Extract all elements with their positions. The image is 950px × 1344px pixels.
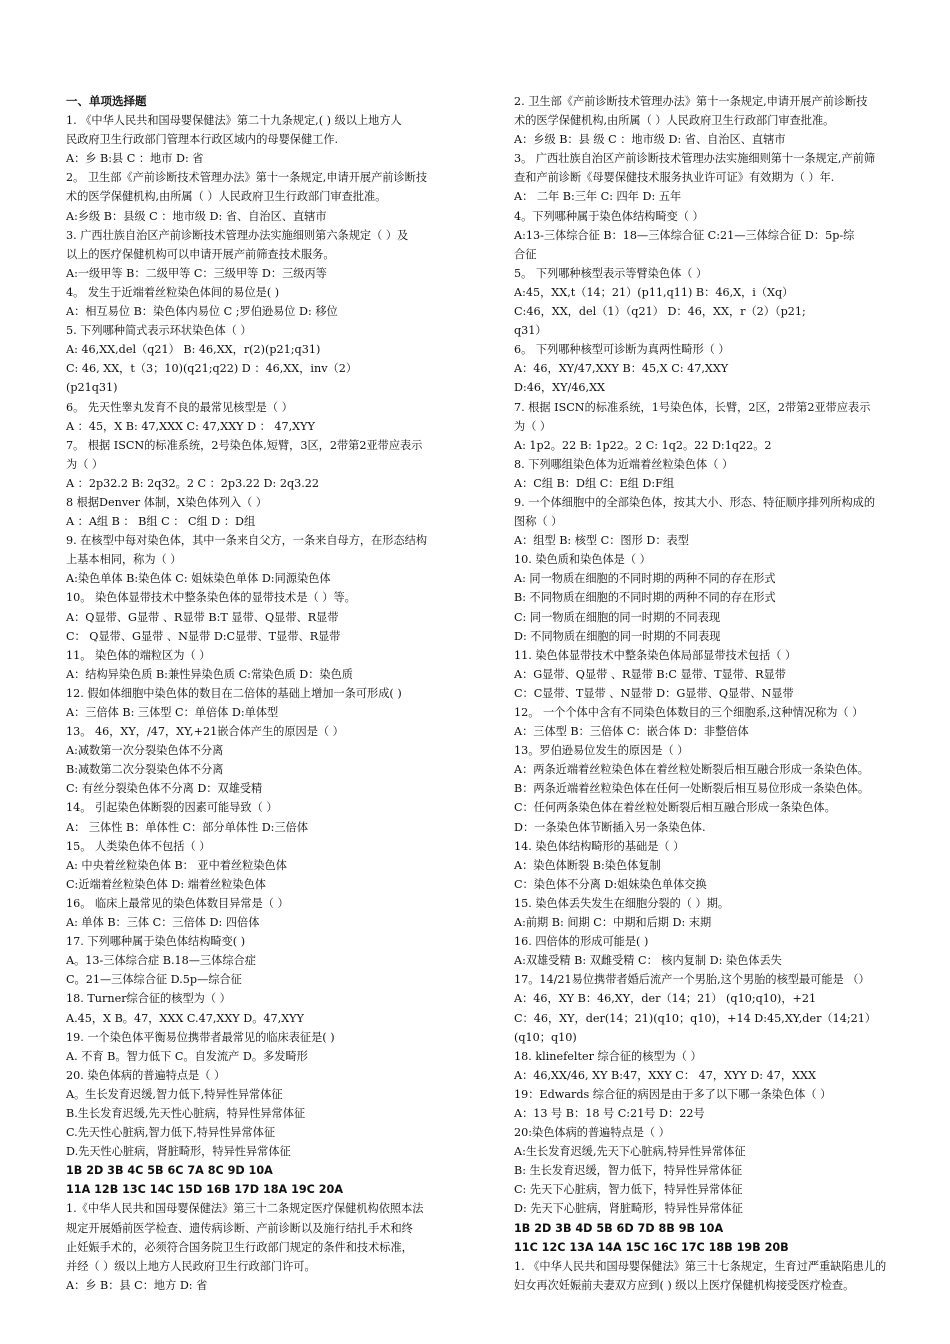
text-line: (p21q31) <box>66 381 118 395</box>
section-heading: 一、单项选择题 <box>66 94 147 108</box>
text-line: 4。 发生于近端着丝粒染色体间的易位是( ) <box>66 285 280 299</box>
text-line: 术的医学保健机构,由所属（ ）人民政府卫生行政部门审查批准。 <box>514 114 835 128</box>
text-line: 7. 根据 ISCN的标准系统，1号染色体，长臂，2区，2带第2亚带应表示 <box>514 400 871 414</box>
text-line: C: 46, XX，t（3；10)(q21;q22) D ：46,XX，inv（2） <box>66 362 358 376</box>
text-line: A：乡 B：县 C：地方 D: 省 <box>66 1278 208 1292</box>
text-line: (q10；q10) <box>514 1030 577 1044</box>
text-line: A:染色单体 B:染色体 C: 姐妹染色单体 D:同源染色体 <box>66 572 331 586</box>
text-line: 术的医学保健机构,由所属（ ）人民政府卫生行政部门审查批准。 <box>66 190 387 204</box>
text-line: C: 同一物质在细胞的同一时期的不同表现 <box>514 610 721 624</box>
text-line: A：G显带、Q显带 、R显带 B:C 显带、T显带、R显带 <box>514 667 786 681</box>
text-line: 18. Turner综合征的核型为（ ） <box>66 992 231 1006</box>
text-line: 5。 下列哪种核型表示等臂染色体（ ） <box>514 266 708 280</box>
text-line: C：46，XY，der(14；21)(q10；q10)，+14 D:45,XY,der（14;21） <box>514 1011 877 1025</box>
text-line: B:减数第二次分裂染色体不分离 <box>66 763 224 777</box>
text-line: 4。下列哪种属于染色体结构畸变（ ） <box>514 209 704 223</box>
text-line: C：任何两条染色体在着丝粒处断裂后相互融合形成一条染色体。 <box>514 801 836 815</box>
text-line: 13。罗伯逊易位发生的原因是（ ） <box>514 744 689 758</box>
right-column <box>514 92 908 1295</box>
text-line: A：组型 B: 核型 C：图形 D：表型 <box>514 534 689 548</box>
text-line: 15。 人类染色体不包括（ ） <box>66 839 211 853</box>
text-line: 8. 下列哪组染色体为近端着丝粒染色体（ ） <box>514 457 734 471</box>
answer-key-line: 1B 2D 3B 4C 5B 6C 7A 8C 9D 10A <box>66 1164 273 1178</box>
text-line: C：C显带、T显带 、N显带 D：G显带、Q显带、N显带 <box>514 686 794 700</box>
text-line: 12. 假如体细胞中染色体的数目在二倍体的基础上增加一条可形成( ) <box>66 686 402 700</box>
text-line: 14。 引起染色体断裂的因素可能导致（ ） <box>66 801 278 815</box>
text-line: D：一条染色体节断插入另一条染色体. <box>514 820 706 834</box>
text-line: D: 先天下心脏病，肾脏畸形，特异性异常体征 <box>514 1202 743 1216</box>
text-line: C: 有丝分裂染色体不分离 D：双雄受精 <box>66 782 263 796</box>
text-line: 6。 先天性睾丸发育不良的最常见核型是（ ） <box>66 400 293 414</box>
text-line: A:13-三体综合征 B：18—三体综合征 C:21—三体综合征 D：5p-综 <box>514 228 855 242</box>
text-line: A：46，XY/47,XXY B：45,X C: 47,XXY <box>514 362 729 376</box>
text-line: A： 二年 B:三年 C: 四年 D: 五年 <box>514 190 682 204</box>
text-line: A： 三体性 B：单体性 C：部分单体性 D:三倍体 <box>66 820 309 834</box>
text-line: 9. 在核型中每对染色体，其中一条来自父方，一条来自母方，在形态结构 <box>66 534 428 548</box>
text-line: A：乡 B:县 C ：地市 D: 省 <box>66 152 204 166</box>
text-line: 7。 根据 ISCN的标准系统，2号染色体,短臂，3区，2带第2亚带应表示 <box>66 438 423 452</box>
text-line: B: 生长发育迟缓，智力低下，特异性异常体征 <box>514 1164 743 1178</box>
text-line: A.45，X B。47，XXX C.47,XXY D。47,XYY <box>66 1011 304 1025</box>
text-line: 10. 染色质和染色体是（ ） <box>514 553 651 567</box>
text-line: A: 46,XX,del（q21） B: 46,XX，r(2)(p21;q31) <box>66 343 321 357</box>
text-line: A：结构异染色质 B:兼性异染色质 C:常染色质 D：染色质 <box>66 667 353 681</box>
text-line: A。13-三体综合症 B.18—三体综合症 <box>66 954 256 968</box>
text-line: C:46，XX，del（1）（q21） D：46，XX，r（2）（p21; <box>514 305 806 319</box>
text-line: 13。 46，XY，/47，XY,+21嵌合体产生的原因是（ ） <box>66 725 344 739</box>
text-line: A：Q显带、G显带 、R显带 B:T 显带、Q显带、R显带 <box>66 610 339 624</box>
text-line: 止妊娠手术的，必须符合国务院卫生行政部门规定的条件和技术标准， <box>66 1240 413 1254</box>
text-line: D.先天性心脏病，肾脏畸形，特异性异常体征 <box>66 1145 291 1159</box>
text-line: 11。 染色体的端粒区为（ ） <box>66 648 211 662</box>
text-line: B: 不同物质在细胞的不同时期的两种不同的存在形式 <box>514 591 776 605</box>
text-line: 图称（ ） <box>514 515 563 529</box>
text-line: 1.《中华人民共和国母婴保健法》第三十二条规定医疗保健机构依照本法 <box>66 1202 424 1216</box>
text-line: 20. 染色体病的普遍特点是（ ） <box>66 1068 226 1082</box>
text-line: A：三体型 B：三倍体 C：嵌合体 D：非整倍体 <box>514 725 749 739</box>
text-line: 3。 广西壮族自治区产前诊断技术管理办法实施细则第十一条规定,产前筛 <box>514 152 876 166</box>
text-line: A：乡级 B：县 级 C ：地市级 D: 省、自治区、直辖市 <box>514 133 786 147</box>
text-line: A ：45，X B: 47,XXX C: 47,XXY D ： 47,XYY <box>66 419 315 433</box>
text-line: C.先天性心脏病,智力低下,特异性异常体征 <box>66 1126 276 1140</box>
text-line: 1. 《中华人民共和国母婴保健法》第三十七条规定，生育过严重缺陷患儿的 <box>514 1259 887 1273</box>
text-line: B.生长发育迟缓,先天性心脏病，特异性异常体征 <box>66 1106 306 1120</box>
text-line: A: 中央着丝粒染色体 B： 亚中着丝粒染色体 <box>66 858 287 872</box>
text-line: A。生长发育迟缓,智力低下,特异性异常体征 <box>66 1087 283 1101</box>
text-line: 20:染色体病的普遍特点是（ ） <box>514 1126 670 1140</box>
text-line: A:乡级 B：县级 C ：地市级 D: 省、自治区、直辖市 <box>66 209 327 223</box>
text-line: B：两条近端着丝粒染色体在任何一处断裂后相互易位形成一条染色体。 <box>514 782 870 796</box>
text-line: 以上的医疗保健机构可以申请开展产前筛查技术服务。 <box>66 247 335 261</box>
text-line: D:46，XY/46,XX <box>514 381 606 395</box>
text-line: 8 根据Denver 体制，X染色体列入（ ） <box>66 495 268 509</box>
text-line: C：染色体不分离 D:姐妹染色单体交换 <box>514 877 707 891</box>
text-line: A：三倍体 B: 三体型 C：单倍体 D:单体型 <box>66 706 279 719</box>
text-line: A. 不育 B。智力低下 C。自发流产 D。多发畸形 <box>66 1049 308 1063</box>
text-line: 1. 《中华人民共和国母婴保健法》第二十九条规定,( ) 级以上地方人 <box>66 114 402 128</box>
text-line: A：13 号 B：18 号 C:21号 D：22号 <box>514 1106 705 1120</box>
text-line: 查和产前诊断《母婴保健技术服务执业许可证》有效期为（ ）年. <box>514 171 835 185</box>
answer-key-line: 1B 2D 3B 4D 5B 6D 7D 8B 9B 10A <box>514 1221 724 1235</box>
text-line: 2. 卫生部《产前诊断技术管理办法》第十一条规定,申请开展产前诊断技 <box>514 95 868 108</box>
text-line: 5. 下列哪种简式表示环状染色体（ ） <box>66 324 252 338</box>
text-line: 规定开展婚前医学检查、遗传病诊断、产前诊断以及施行结扎手术和终 <box>66 1221 413 1235</box>
text-line: C： Q显带、G显带 、N显带 D:C显带、T显带、R显带 <box>66 629 341 643</box>
text-line: 19：Edwards 综合征的病因是由于多了以下哪一条染色体（ ） <box>514 1087 832 1101</box>
text-line: A：46,XX/46, XY B:47，XXY C： 47，XYY D: 47，XXX <box>514 1068 816 1082</box>
text-line: 上基本相同，称为（ ） <box>66 553 182 567</box>
text-line: 17. 下列哪种属于染色体结构畸变( ) <box>66 935 246 949</box>
text-line: A ：2p32.2 B: 2q32。2 C ：2p3.22 D: 2q3.22 <box>66 476 320 490</box>
text-line: 17。14/21易位携带者婚后流产一个男胎,这个男胎的核型最可能是 （） <box>514 973 870 987</box>
text-line: A ：A组 B ： B组 C ： C组 D ：D组 <box>66 515 256 529</box>
text-line: 18. klinefelter 综合征的核型为（ ） <box>514 1049 702 1063</box>
text-line: A:前期 B: 间期 C：中期和后期 D: 末期 <box>514 916 712 930</box>
text-line: C: 先天下心脏病，智力低下，特异性异常体征 <box>514 1183 743 1197</box>
text-line: A:一级甲等 B：二级甲等 C：三级甲等 D：三级丙等 <box>66 266 327 280</box>
text-line: A: 1p2。22 B: 1p22。2 C: 1q2。22 D:1q22。2 <box>514 438 772 452</box>
text-line: A:双雄受精 B: 双雌受精 C： 核内复制 D: 染色体丢失 <box>514 954 782 968</box>
text-line: 11. 染色体显带技术中整条染色体局部显带技术包括（ ） <box>514 648 797 662</box>
text-line: 并经（ ）级以上地方人民政府卫生行政部门许可。 <box>66 1259 316 1273</box>
text-line: 14. 染色体结构畸形的基础是（ ） <box>514 839 685 853</box>
answer-key-line: 11C 12C 13A 14A 15C 16C 17C 18B 19B 20B <box>514 1240 789 1254</box>
text-line: A：相互易位 B：染色体内易位 C ;罗伯逊易位 D: 移位 <box>66 305 338 319</box>
text-line: 民政府卫生行政部门管理本行政区域内的母婴保健工作. <box>66 133 339 147</box>
text-line: 19. 一个染色体平衡易位携带者最常见的临床表征是( ) <box>66 1030 335 1044</box>
text-line: A：C组 B：D组 C：E组 D:F组 <box>514 476 675 490</box>
text-line: 10。 染色体显带技术中整条染色体的显带技术是（ ）等。 <box>66 591 356 605</box>
text-line: 15. 染色体丢失发生在细胞分裂的（ ）期。 <box>514 896 730 910</box>
text-line: 妇女再次妊娠前夫妻双方应到( ) 级以上医疗保健机构接受医疗检查。 <box>514 1278 855 1292</box>
left-column <box>66 92 460 1295</box>
text-line: 为（ ） <box>66 457 104 471</box>
text-line: A：46，XY B：46,XY，der（14；21） (q10;q10)，+21 <box>514 992 817 1006</box>
text-line: C:近端着丝粒染色体 D: 端着丝粒染色体 <box>66 877 266 891</box>
text-line: A：两条近端着丝粒染色体在着丝粒处断裂后相互融合形成一条染色体。 <box>514 763 869 777</box>
text-line: 16。 临床上最常见的染色体数目异常是（ ） <box>66 896 289 910</box>
text-line: 9. 一个体细胞中的全部染色体，按其大小、形态、特征顺序排列所构成的 <box>514 495 876 509</box>
text-line: C。21—三体综合征 D.5p—综合征 <box>66 973 242 987</box>
text-line: 3. 广西壮族自治区产前诊断技术管理办法实施细则第六条规定（ ）及 <box>66 228 409 242</box>
text-line: D: 不同物质在细胞的同一时期的不同表现 <box>514 629 721 643</box>
answer-key-line: 11A 12B 13C 14C 15D 16B 17D 18A 19C 20A <box>66 1183 343 1197</box>
text-line: 6。 下列哪种核型可诊断为真两性畸形（ ） <box>514 343 730 357</box>
text-line: A: 单体 B：三体 C：三倍体 D: 四倍体 <box>66 916 260 930</box>
text-line: 合征 <box>514 247 537 261</box>
text-line: A:减数第一次分裂染色体不分离 <box>66 744 224 758</box>
text-line: 为（ ） <box>514 419 552 433</box>
text-line: A：染色体断裂 B:染色体复制 <box>514 858 661 872</box>
text-line: q31） <box>514 324 547 338</box>
text-line: A: 同一物质在细胞的不同时期的两种不同的存在形式 <box>514 572 776 586</box>
text-line: A:45，XX,t（14；21）(p11,q11) B：46,X，i（Xq） <box>514 285 794 299</box>
text-line: 12。 一个个体中含有不同染色体数目的三个细胞系,这种情况称为（ ） <box>514 706 864 719</box>
text-line: A:生长发育迟缓,先天下心脏病,特异性异常体征 <box>514 1145 746 1159</box>
text-line: 16. 四倍体的形成可能是( ) <box>514 935 649 949</box>
text-line: 2。 卫生部《产前诊断技术管理办法》第十一条规定,申请开展产前诊断技 <box>66 171 428 185</box>
